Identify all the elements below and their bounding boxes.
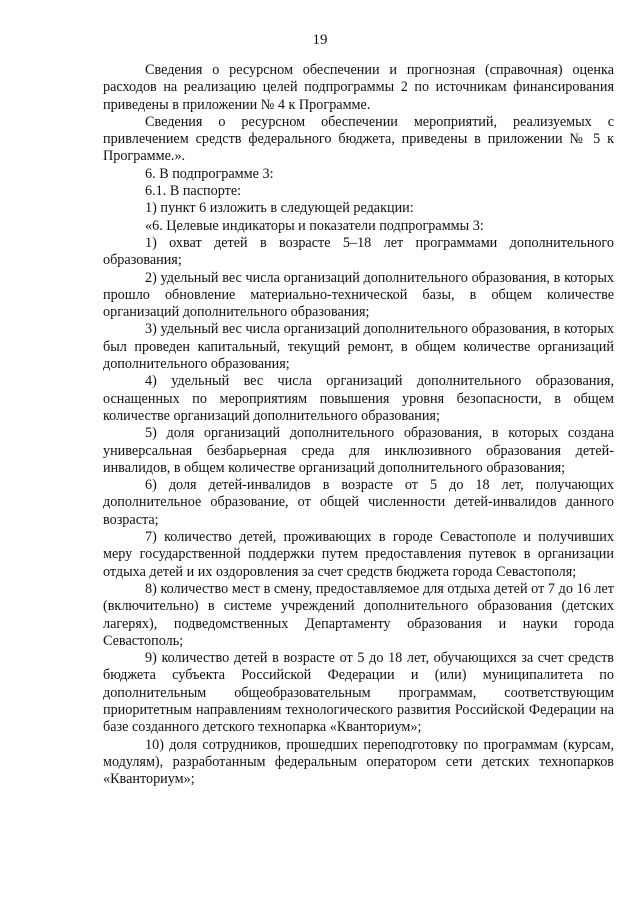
- paragraph-indicators-heading: «6. Целевые индикаторы и показатели подпрограммы 3:: [145, 217, 484, 234]
- page-number: 19: [312, 32, 328, 48]
- list-item-indicator-6: 6) доля детей-инвалидов в возрасте от 5 до 18 лет, получающих дополнительное образование, от общей численности детей-инвалидов данного возраста;: [103, 477, 614, 528]
- paragraph-passport-heading: 6.1. В паспорте:: [145, 183, 242, 200]
- paragraph-resources-subprogram-2: Сведения о ресурсном обеспечении и прогнозная (справочная) оценка расходов на реализацию целей подпрограммы 2 по источникам финансирования приведены в приложении № 4 к Программе.: [103, 62, 614, 113]
- document-body: [103, 62, 614, 788]
- list-item-indicator-2: 2) удельный вес числа организаций дополнительного образования, в которых прошло обновление материально-технической базы, в общем количестве организаций дополнительного образования;: [103, 269, 614, 321]
- list-item-indicator-8: 8) количество мест в смену, предоставляемое для отдыха детей от 7 до 16 лет (включительно) в системе учреждений дополнительного образования (детских лагерях), подведомственных Департаменту образования и науки города Севастополь;: [103, 580, 614, 649]
- list-item-indicator-4: 4) удельный вес числа организаций дополнительного образования, оснащенных по мероприятиям повышения уровня безопасности, в общем количестве организаций дополнительного образования;: [103, 373, 614, 424]
- list-item-indicator-3: 3) удельный вес числа организаций дополнительного образования, в которых был проведен капитальный, текущий ремонт, в общем количестве организаций дополнительного образования;: [103, 321, 614, 373]
- paragraph-subprogram-3-heading: 6. В подпрограмме 3:: [145, 165, 274, 182]
- list-item-indicator-5: 5) доля организаций дополнительного образования, в которых создана универсальная безбарьерная среда для инклюзивного образования детей-инвалидов, в общем количестве организаций дополнительного образования;: [103, 425, 614, 476]
- list-item-indicator-9: 9) количество детей в возрасте от 5 до 18 лет, обучающихся за счет средств бюджета субъекта Российской Федерации и (или) муниципалитета по дополнительным общеобразовательным программам, соответствующим приоритетным направлениям технологического развития Российской Федерации на базе созданного детского технопарка «Кванториум»;: [103, 650, 614, 736]
- list-item-indicator-10: 10) доля сотрудников, прошедших переподготовку по программам (курсам, модулям), разработанным федеральным оператором сети детских технопарков «Кванториум»;: [103, 736, 614, 788]
- paragraph-resources-federal: Сведения о ресурсном обеспечении мероприятий, реализуемых с привлечением средств федерального бюджета, приведены в приложении № 5 к Программе.».: [103, 113, 614, 165]
- paragraph-item-6-instruction: 1) пункт 6 изложить в следующей редакции:: [145, 200, 414, 217]
- list-item-indicator-1: 1) охват детей в возрасте 5–18 лет программами дополнительного образования;: [103, 234, 614, 269]
- list-item-indicator-7: 7) количество детей, проживающих в городе Севастополе и получивших меру государственной поддержки путем предоставления путевок в организации отдыха детей и их оздоровления за счет средств бюджета города Севастополя;: [103, 529, 614, 580]
